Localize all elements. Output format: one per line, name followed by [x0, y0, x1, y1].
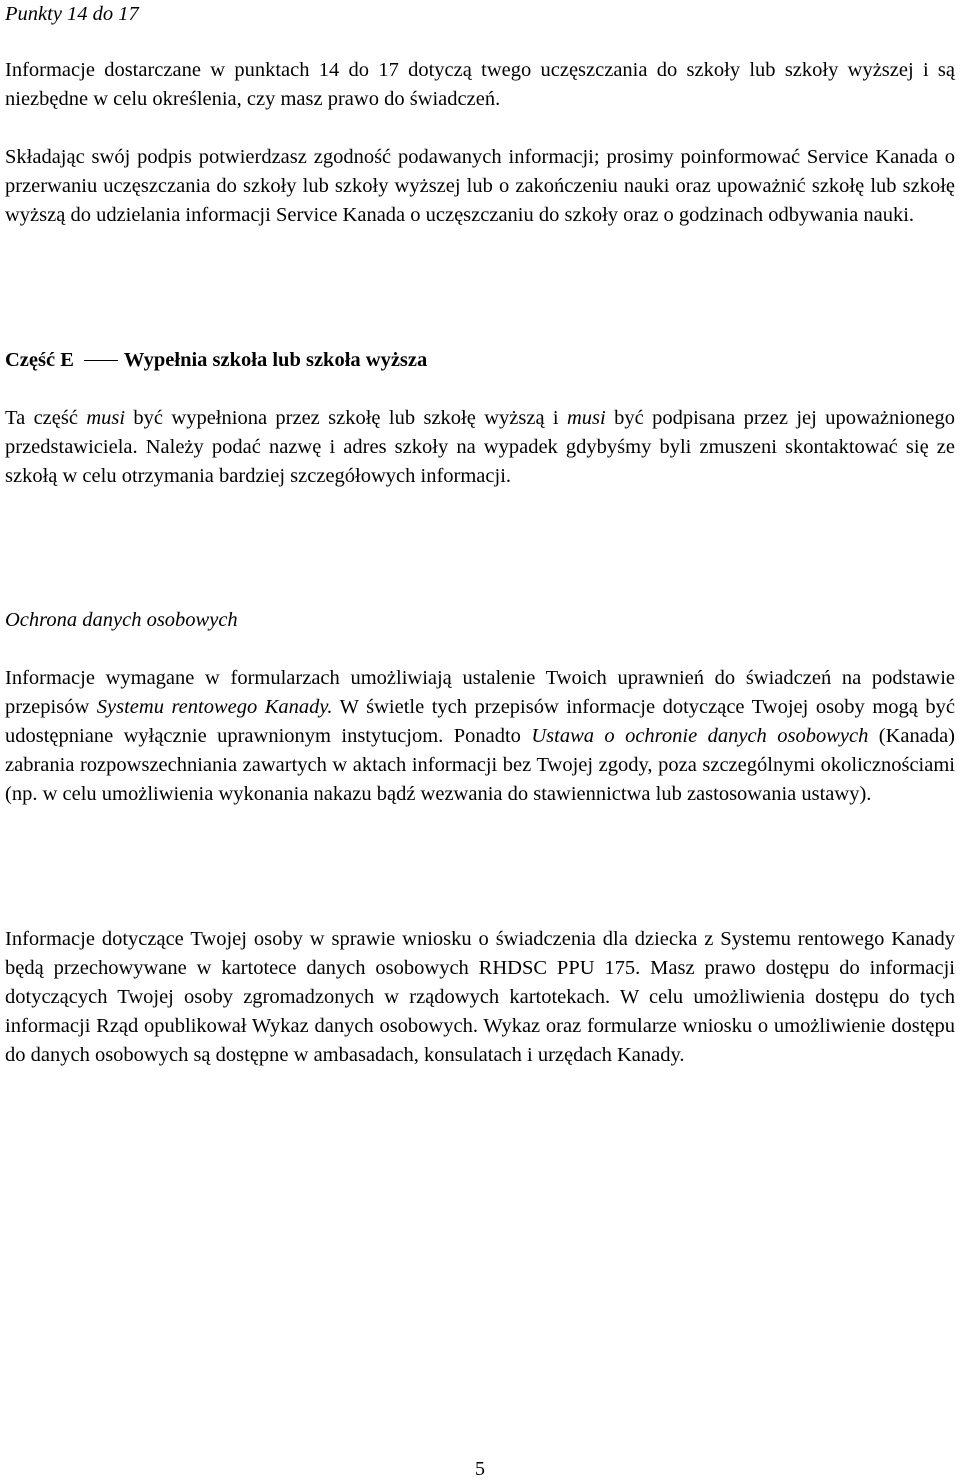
privacy-paragraph-2: Informacje dotyczące Twojej osoby w sprawie wniosku o świadczenia dla dziecka z Systemu rentowego Kanady będą przechowywane w kartotece danych osobowych RHDSC PPU 175. Masz prawo dostępu do informacji dotyczących Twojej osoby zgromadzonych w rządowych kartotekach. W celu umożliwienia dostępu do tych informacji Rząd opublikował Wykaz danych osobowych. Wykaz oraz formularze wniosku o umożliwienie dostępu do danych osobowych są dostępne w ambasadach, konsulatach i urzędach Kanady.: [5, 928, 955, 1066]
page-number: 5: [475, 1458, 485, 1480]
privacy-heading: [5, 606, 955, 635]
part-e-label: Część E: [5, 349, 74, 371]
intro-paragraph-1: Informacje dostarczane w punktach 14 do 17 dotyczą twego uczęszczania do szkoły lub szkoły wyższej i są niezbędne w celu określenia, czy masz prawo do świadczeń.: [5, 59, 955, 110]
part-e-paragraph: [5, 404, 955, 491]
privacy-paragraph-1: [5, 664, 955, 809]
emphasis-privacy-act: Ustawa o ochronie danych osobowych: [531, 725, 869, 747]
text-run: być wypełniona przez szkołę lub szkołę wyższą i: [125, 407, 567, 429]
emphasis-musi: musi: [567, 407, 606, 429]
intro-paragraph-2: Składając swój podpis potwierdzasz zgodność podawanych informacji; prosimy poinformować Service Kanada o przerwaniu uczęszczania do szkoły lub szkoły wyższej lub o zakończeniu nauki oraz upoważnić szkołę lub szkołę wyższą do udzielania informacji Service Kanada o uczęszczaniu do szkoły oraz o godzinach odbywania nauki.: [5, 146, 955, 226]
text-run: być podpisana przez jej upoważnionego przedstawiciela. Należy podać nazwę i adres szkoły na wypadek gdybyśmy byli zmuszeni skontaktować się ze szkołą w celu otrzymania bardziej szczegółowych informacji.: [5, 407, 955, 487]
emphasis-musi: musi: [86, 407, 126, 429]
dash-separator: [84, 360, 118, 361]
text-run: W świetle tych przepisów informacje dotyczące Twojej osoby mogą być udostępniane wyłącznie uprawnionym instytucjom. Ponadto: [5, 696, 955, 747]
emphasis-cpp: Systemu rentowego Kanady.: [96, 696, 333, 718]
privacy-heading-text: Ochrona danych osobowych: [5, 609, 238, 631]
part-e-title: Wypełnia szkoła lub szkoła wyższa: [123, 349, 428, 371]
section-title-text: Punkty 14 do 17: [5, 3, 139, 25]
text-run: Ta część: [5, 407, 87, 429]
text-run: Informacje wymagane w formularzach umożliwiają ustalenie Twoich uprawnień do świadczeń na podstawie przepisów: [5, 667, 955, 718]
section-title: [5, 0, 955, 29]
text-run: (Kanada) zabrania rozpowszechniania zawartych w aktach informacji bez Twojej zgody, poza szczególnymi okolicznościami (np. w celu umożliwienia wykonania nakazu bądź wezwania do stawiennictwa lub zastosowania ustawy).: [5, 725, 955, 805]
part-e-heading: [5, 346, 955, 375]
